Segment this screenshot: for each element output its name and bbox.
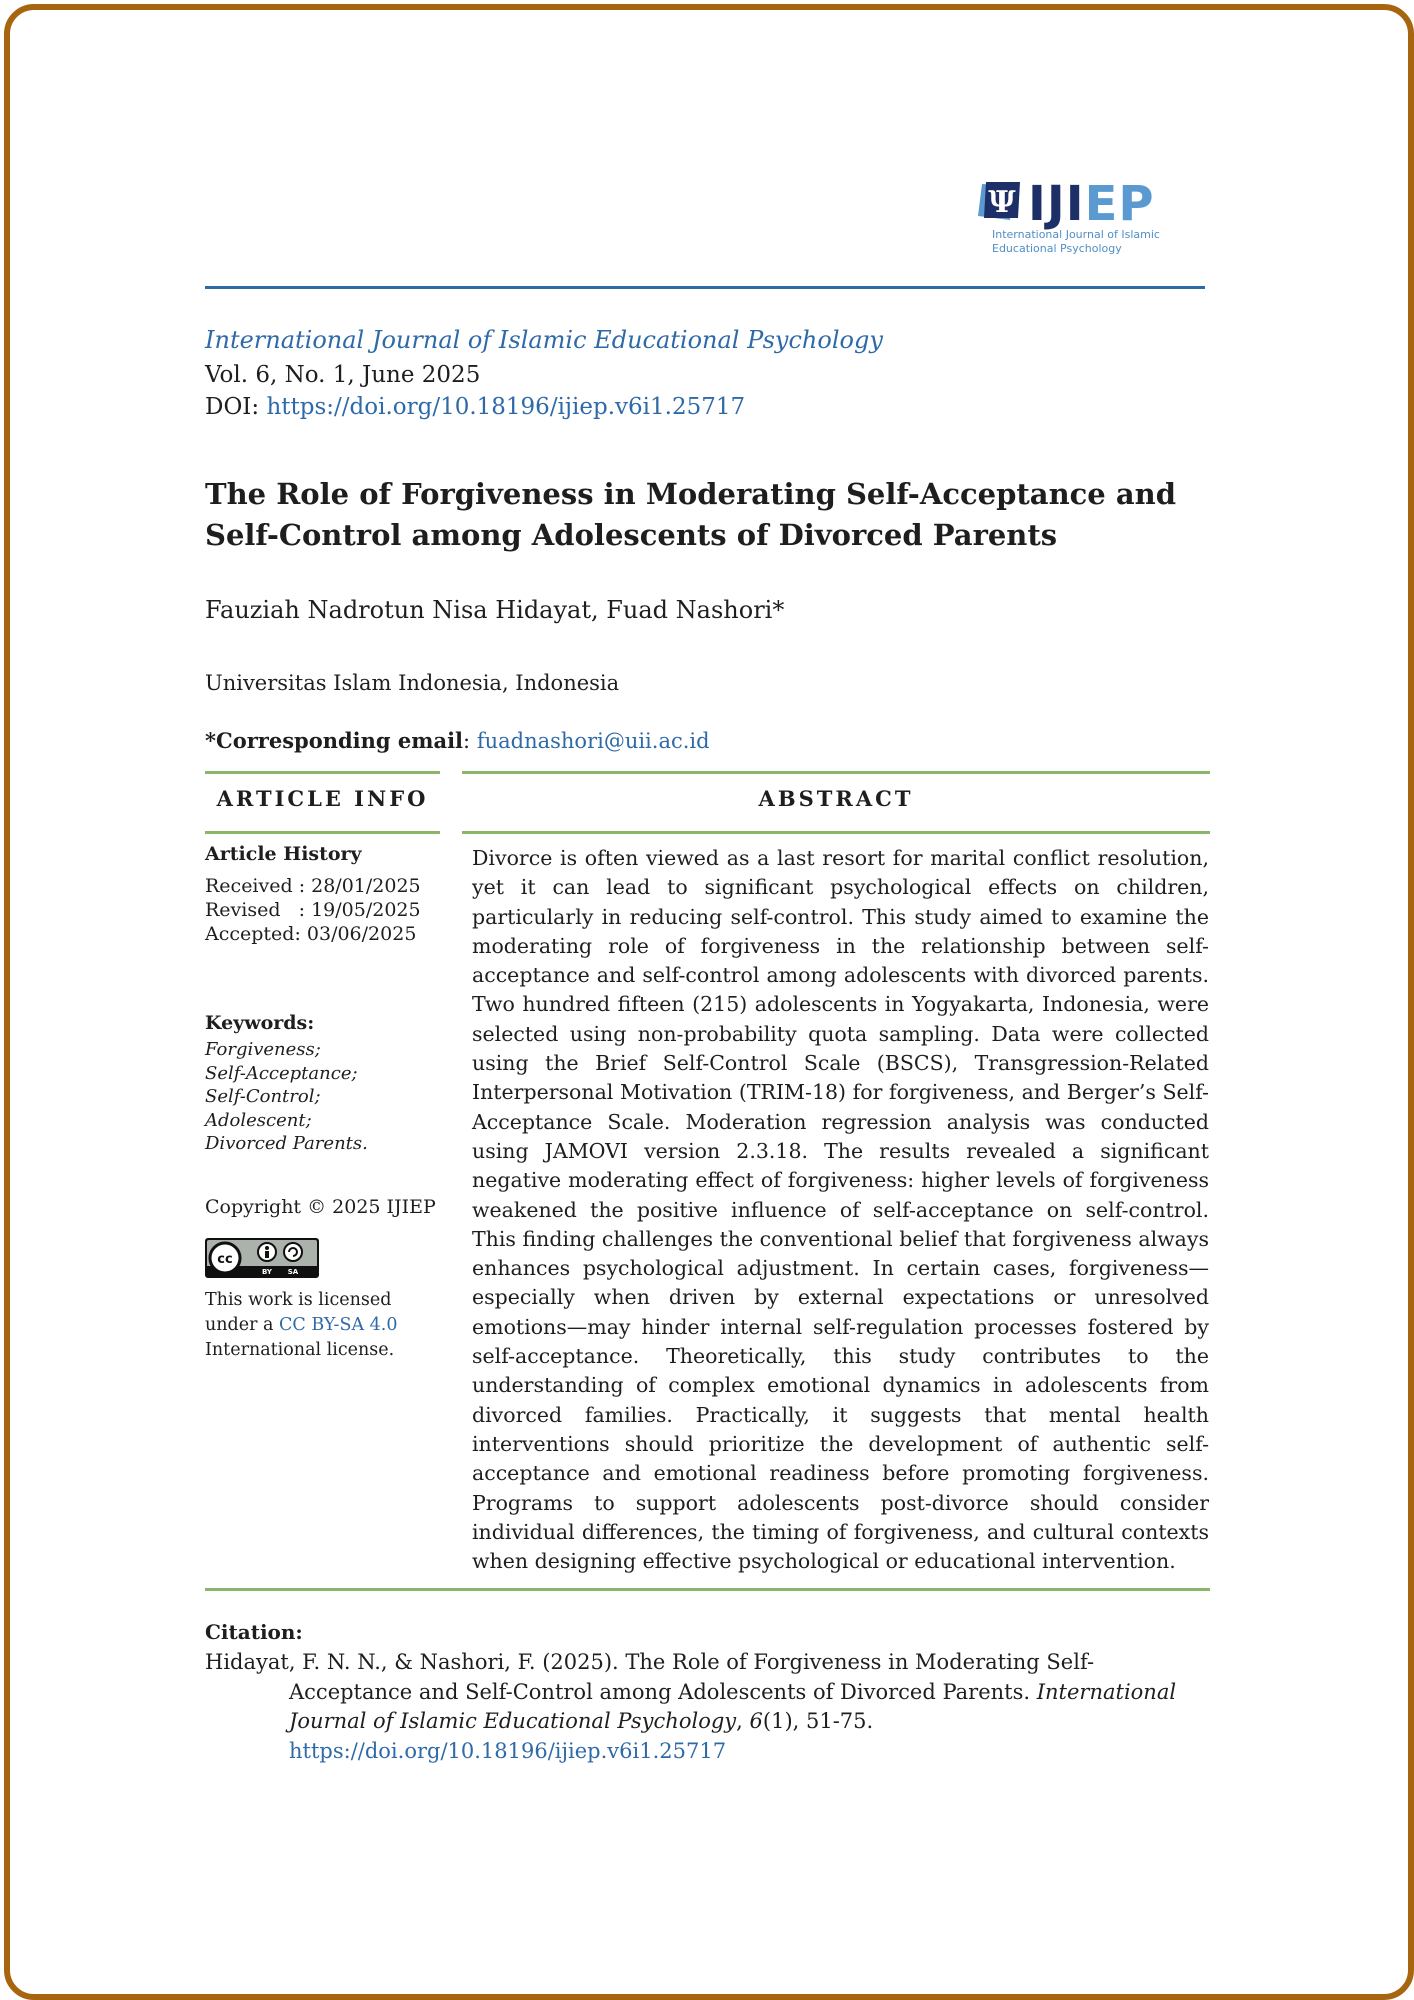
keyword-item: Forgiveness; [205, 1039, 321, 1060]
abstract-heading: ABSTRACT [758, 786, 914, 811]
psi-logo-icon [978, 182, 1024, 222]
abstract-top-rule [462, 771, 1210, 774]
logo-wordmark: IJIEP [1028, 176, 1155, 232]
license-link[interactable]: CC BY-SA 4.0 [279, 1315, 398, 1335]
keyword-item: Adolescent; [205, 1109, 312, 1131]
corresponding-email-line: *Corresponding email: fuadnashori@uii.ac.id [205, 728, 710, 753]
revised-date: Revised : 19/05/2025 [205, 899, 421, 921]
journal-logo [978, 176, 1218, 266]
accepted-date: Accepted: 03/06/2025 [205, 923, 417, 945]
article-info-top-rule [205, 771, 440, 774]
keywords-list [205, 1038, 368, 1156]
article-info-heading-rule [205, 831, 440, 834]
article-info-heading: ARTICLE INFO [216, 786, 429, 811]
header-rule [205, 286, 1205, 289]
article-history-dates [205, 874, 421, 946]
article-history-heading: Article History [205, 843, 362, 865]
article-title: The Role of Forgiveness in Moderating Self-Acceptance and Self-Control among Adolescents of Divorced Parents [205, 477, 1177, 552]
svg-text:BY: BY [261, 1268, 273, 1276]
keywords-heading: Keywords: [205, 1012, 315, 1034]
citation-doi-link[interactable]: https://doi.org/10.18196/ijiep.v6i1.25717 [289, 1738, 727, 1763]
license-text: This work is licensed under a CC BY-SA 4.0 International license. [205, 1290, 398, 1360]
logo-subtitle: International Journal of Islamic Educational Psychology [992, 228, 1160, 255]
doi-line: DOI: https://doi.org/10.18196/ijiep.v6i1.25717 [205, 394, 746, 420]
cc-by-sa-badge[interactable] [205, 1238, 319, 1278]
volume-info: Vol. 6, No. 1, June 2025 [205, 362, 481, 388]
abstract-bottom-rule [205, 1588, 1210, 1591]
citation-heading: Citation: [205, 1620, 303, 1644]
creative-commons-icon [205, 1238, 319, 1278]
authors: Fauziah Nadrotun Nisa Hidayat, Fuad Nashori* [205, 596, 785, 624]
received-date: Received : 28/01/2025 [205, 875, 421, 897]
svg-text:SA: SA [287, 1268, 299, 1276]
affiliation: Universitas Islam Indonesia, Indonesia [205, 671, 620, 695]
copyright-notice: Copyright © 2025 IJIEP [205, 1196, 436, 1218]
journal-name: International Journal of Islamic Educational Psychology [205, 326, 883, 354]
abstract-heading-rule [462, 831, 1210, 834]
keyword-item: Self-Acceptance; [205, 1062, 358, 1084]
abstract-text: Divorce is often viewed as a last resort for marital conflict resolution, yet it can lead to significant psychological effects on children, particularly in reducing self-control. This study aimed to examine the moderating role of forgiveness in the relationship between self-acceptance and self-control among adolescents with divorced parents. Two hundred fifteen (215) adolescents in Yogyakarta, Indonesia, were selected using non-probability quota sampling. Data were collected using the Brief Self-Control Scale (BSCS), Transgression-Related Interpersonal Motivation (TRIM-18) for forgiveness, and Berger’s Self-Acceptance Scale. Moderation regression analysis was conducted using JAMOVI version 2.3.18. The results revealed a significant negative moderating effect of forgiveness: higher levels of forgiveness weakened the positive influence of self-acceptance on self-control. This finding challenges the conventional belief that forgiveness always enhances psychological adjustment. In certain cases, forgiveness—especially when driven by external expectations or unresolved emotions—may hinder internal self-regulation processes fostered by self-acceptance. Theoretically, this study contributes to the understanding of complex emotional dynamics in adolescents from divorced families. Practically, it suggests that mental health interventions should prioritize the development of authentic self-acceptance and emotional readiness before promoting forgiveness. Programs to support adolescents post-divorce should consider individual differences, the timing of forgiveness, and cultural contexts when designing effective psychological or educational intervention. [472, 846, 1209, 1574]
keyword-item: Divorced Parents. [205, 1133, 368, 1154]
svg-text:Ψ: Ψ [988, 185, 1016, 220]
citation-text: Hidayat, F. N. N., & Nashori, F. (2025). The Role of Forgiveness in Moderating Self-Acceptance and Self-Control among Adolescents of Divorced Parents. International Journal of Islamic Educational Psychology, 6(1), 51-75. https://doi.org/10.18196/ijiep.v6i1.25717 [205, 1650, 1177, 1763]
keyword-item: Self-Control; [205, 1086, 321, 1107]
doi-link[interactable]: https://doi.org/10.18196/ijiep.v6i1.25717 [266, 394, 746, 420]
svg-text:cc: cc [217, 1252, 233, 1267]
corresponding-email-link[interactable]: fuadnashori@uii.ac.id [476, 729, 710, 753]
